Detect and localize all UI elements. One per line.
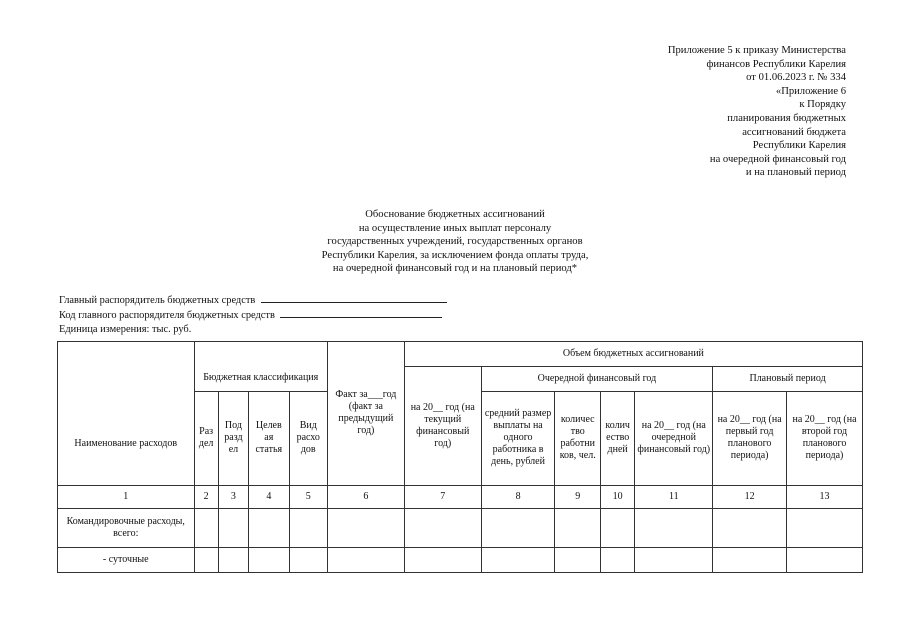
col-number: 8	[481, 485, 555, 508]
budget-table	[57, 341, 863, 573]
header-workers-count: количес тво работни ков, чел.	[555, 392, 601, 485]
manager-field[interactable]	[261, 292, 447, 303]
appendix-line: ассигнований бюджета	[742, 126, 846, 138]
row-label-per-diem: - суточные	[58, 547, 195, 572]
header-planning-period: Плановый период	[713, 367, 863, 392]
col-number: 9	[555, 485, 601, 508]
unit-label: Единица измерения: тыс. руб.	[59, 323, 192, 335]
col-number: 4	[249, 485, 289, 508]
table-cell[interactable]	[327, 508, 404, 547]
table-cell[interactable]	[600, 547, 634, 572]
table-cell[interactable]	[713, 547, 787, 572]
header-next-year: на 20__ год (на очередной финансовый год)	[635, 392, 713, 485]
code-line	[59, 307, 447, 322]
code-field[interactable]	[280, 307, 442, 318]
appendix-line: финансов Республики Карелия	[706, 58, 846, 70]
col-number: 11	[635, 485, 713, 508]
table-cell[interactable]	[481, 508, 555, 547]
appendix-block	[560, 44, 846, 180]
header-plan-first: на 20__ год (на первый год планового периода)	[713, 392, 787, 485]
table-cell[interactable]	[635, 508, 713, 547]
table-cell[interactable]	[327, 547, 404, 572]
header-expense-type: Вид расхо дов	[289, 392, 327, 485]
title-line: на осуществление иных выплат персоналу	[358, 222, 552, 234]
title-line: государственных учреждений, государственных органов	[327, 236, 583, 248]
col-number: 7	[404, 485, 481, 508]
header-plan-second: на 20__ год (на второй год планового периода)	[787, 392, 863, 485]
column-number-row	[58, 485, 863, 508]
unit-line	[59, 323, 447, 336]
col-number: 5	[289, 485, 327, 508]
col-number: 12	[713, 485, 787, 508]
header-target-article: Целев ая статья	[249, 392, 289, 485]
table-cell[interactable]	[635, 547, 713, 572]
info-block	[59, 292, 447, 336]
table-cell[interactable]	[713, 508, 787, 547]
title-line: на очередной финансовый год и на плановый период*	[332, 263, 578, 275]
table-cell[interactable]	[218, 508, 248, 547]
table-cell[interactable]	[249, 508, 289, 547]
row-label-travel: Командировочные расходы, всего:	[58, 508, 195, 547]
header-subsection: Под разд ел	[218, 392, 248, 485]
table-cell[interactable]	[194, 508, 218, 547]
table-cell[interactable]	[481, 547, 555, 572]
header-budget-volume: Объем бюджетных ассигнований	[404, 342, 862, 367]
col-number: 2	[194, 485, 218, 508]
header-section: Раз дел	[194, 392, 218, 485]
appendix-line: на очередной финансовый год	[709, 153, 846, 165]
header-name: Наименование расходов	[58, 342, 195, 486]
col-number: 13	[787, 485, 863, 508]
appendix-line: «Приложение 6	[775, 85, 846, 97]
col-number: 6	[327, 485, 404, 508]
header-avg-payment: средний размер выплаты на одного работника в день, рублей	[481, 392, 555, 485]
header-budget-classification: Бюджетная классификация	[194, 342, 327, 392]
table-cell[interactable]	[289, 508, 327, 547]
table-row	[58, 547, 863, 572]
document-title	[255, 208, 655, 276]
manager-line	[59, 292, 447, 307]
appendix-line: от 01.06.2023 г. № 334	[746, 72, 846, 84]
table-cell[interactable]	[404, 508, 481, 547]
table-cell[interactable]	[289, 547, 327, 572]
appendix-line: планирования бюджетных	[727, 112, 846, 124]
table-cell[interactable]	[555, 547, 601, 572]
appendix-line: Республики Карелия	[752, 140, 846, 152]
table-cell[interactable]	[600, 508, 634, 547]
table-cell[interactable]	[555, 508, 601, 547]
table-cell[interactable]	[404, 547, 481, 572]
table-cell[interactable]	[249, 547, 289, 572]
table-cell[interactable]	[194, 547, 218, 572]
appendix-line: и на плановый период	[745, 167, 846, 179]
col-number: 1	[58, 485, 195, 508]
header-days-count: колич ество дней	[600, 392, 634, 485]
title-line: Республики Карелия, за исключением фонда оплаты труда,	[321, 249, 589, 261]
col-number: 3	[218, 485, 248, 508]
table-cell[interactable]	[787, 508, 863, 547]
table-cell[interactable]	[218, 547, 248, 572]
title-line: Обоснование бюджетных ассигнований	[365, 209, 545, 220]
manager-label: Главный распорядитель бюджетных средств	[59, 295, 256, 306]
table-cell[interactable]	[787, 547, 863, 572]
table-row	[58, 508, 863, 547]
code-label: Код главного распорядителя бюджетных средств	[59, 310, 275, 322]
header-current-year: на 20__ год (на текущий финансовый год)	[404, 367, 481, 485]
header-next-fiscal-year: Очередной финансовый год	[481, 367, 713, 392]
header-fact: Факт за___год (факт за предыдущий год)	[327, 342, 404, 486]
appendix-line: к Порядку	[799, 99, 846, 111]
appendix-line: Приложение 5 к приказу Министерства	[667, 45, 846, 56]
col-number: 10	[600, 485, 634, 508]
